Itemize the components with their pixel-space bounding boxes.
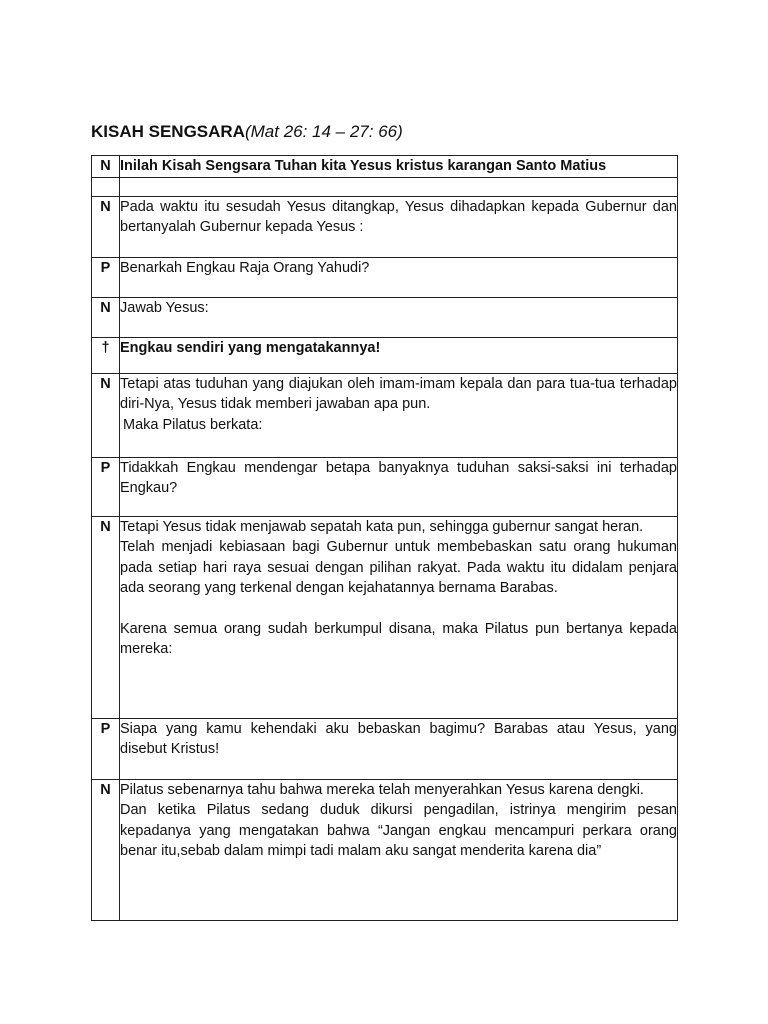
text-line: Tetapi atas tuduhan yang diajukan oleh imam-imam kepala dan para tua-tua terhadap diri-Nya, Yesus tidak memberi jawaban apa pun. — [120, 375, 677, 412]
role-cell — [92, 177, 120, 196]
text-line: Pilatus sebenarnya tahu bahwa mereka telah menyerahkan Yesus karena dengki. — [120, 781, 644, 798]
table-row — [92, 177, 678, 196]
text-line: Tidakkah Engkau mendengar betapa banyaknya tuduhan saksi-saksi ini terhadap Engkau? — [120, 459, 677, 496]
table-row — [92, 373, 678, 457]
text-cell — [120, 177, 678, 196]
text-cell — [120, 718, 678, 779]
document-title — [91, 121, 403, 143]
text-line: Telah menjadi kebiasaan bagi Gubernur untuk membebaskan satu orang hukuman pada setiap hari raya sesuai dengan pilihan rakyat. Pada waktu itu didalam penjara ada seorang yang terkenal dengan kejahatannya bernama Barabas. — [120, 539, 677, 596]
text-line: Tetapi Yesus tidak menjawab sepatah kata pun, sehingga gubernur sangat heran. — [120, 518, 644, 535]
role-cell: N — [92, 156, 120, 178]
role-cell: P — [92, 257, 120, 297]
role-cell: P — [92, 718, 120, 779]
role-cell: N — [92, 196, 120, 257]
text-line: Karena semua orang sudah berkumpul disana, maka Pilatus pun bertanya kepada mereka: — [120, 620, 677, 657]
role-cell: † — [92, 337, 120, 373]
table-row — [92, 337, 678, 373]
text-line: Siapa yang kamu kehendaki aku bebaskan bagimu? Barabas atau Yesus, yang disebut Kristus! — [120, 720, 677, 757]
text-cell — [120, 457, 678, 516]
table-row — [92, 457, 678, 516]
text-line: Dan ketika Pilatus sedang duduk dikursi pengadilan, istrinya mengirim pesan kepadanya yang mengatakan bahwa “Jangan engkau mencampuri perkara orang benar itu,sebab dalam mimpi tadi malam aku sangat menderita karena dia” — [120, 802, 677, 859]
text-cell — [120, 337, 678, 373]
table-row — [92, 718, 678, 779]
table-row — [92, 297, 678, 337]
text-cell — [120, 516, 678, 718]
text-line: Pada waktu itu sesudah Yesus ditangkap, Yesus dihadapkan kepada Gubernur dan bertanyalah Gubernur kepada Yesus : — [120, 198, 677, 235]
table-row — [92, 196, 678, 257]
title-reference: (Mat 26: 14 – 27: 66) — [244, 122, 403, 141]
role-cell: N — [92, 297, 120, 337]
table-row — [92, 516, 678, 718]
text-line: Benarkah Engkau Raja Orang Yahudi? — [120, 259, 370, 276]
text-line: Engkau sendiri yang mengatakannya! — [120, 339, 381, 356]
role-cell: N — [92, 373, 120, 457]
paragraph-spacer — [120, 599, 677, 619]
text-cell — [120, 297, 678, 337]
role-cell: N — [92, 779, 120, 920]
text-line: Inilah Kisah Sengsara Tuhan kita Yesus kristus karangan Santo Matius — [120, 158, 607, 174]
text-cell — [120, 373, 678, 457]
text-cell — [120, 257, 678, 297]
table-row — [92, 257, 678, 297]
table-row — [92, 156, 678, 178]
passion-reading-table — [91, 155, 678, 921]
text-cell — [120, 156, 678, 178]
text-line: Maka Pilatus berkata: — [123, 416, 263, 433]
title-main: KISAH SENGSARA — [91, 122, 245, 141]
role-cell: N — [92, 516, 120, 718]
text-cell — [120, 196, 678, 257]
text-line: Jawab Yesus: — [120, 299, 209, 316]
table-row — [92, 779, 678, 920]
role-cell: P — [92, 457, 120, 516]
text-cell — [120, 779, 678, 920]
